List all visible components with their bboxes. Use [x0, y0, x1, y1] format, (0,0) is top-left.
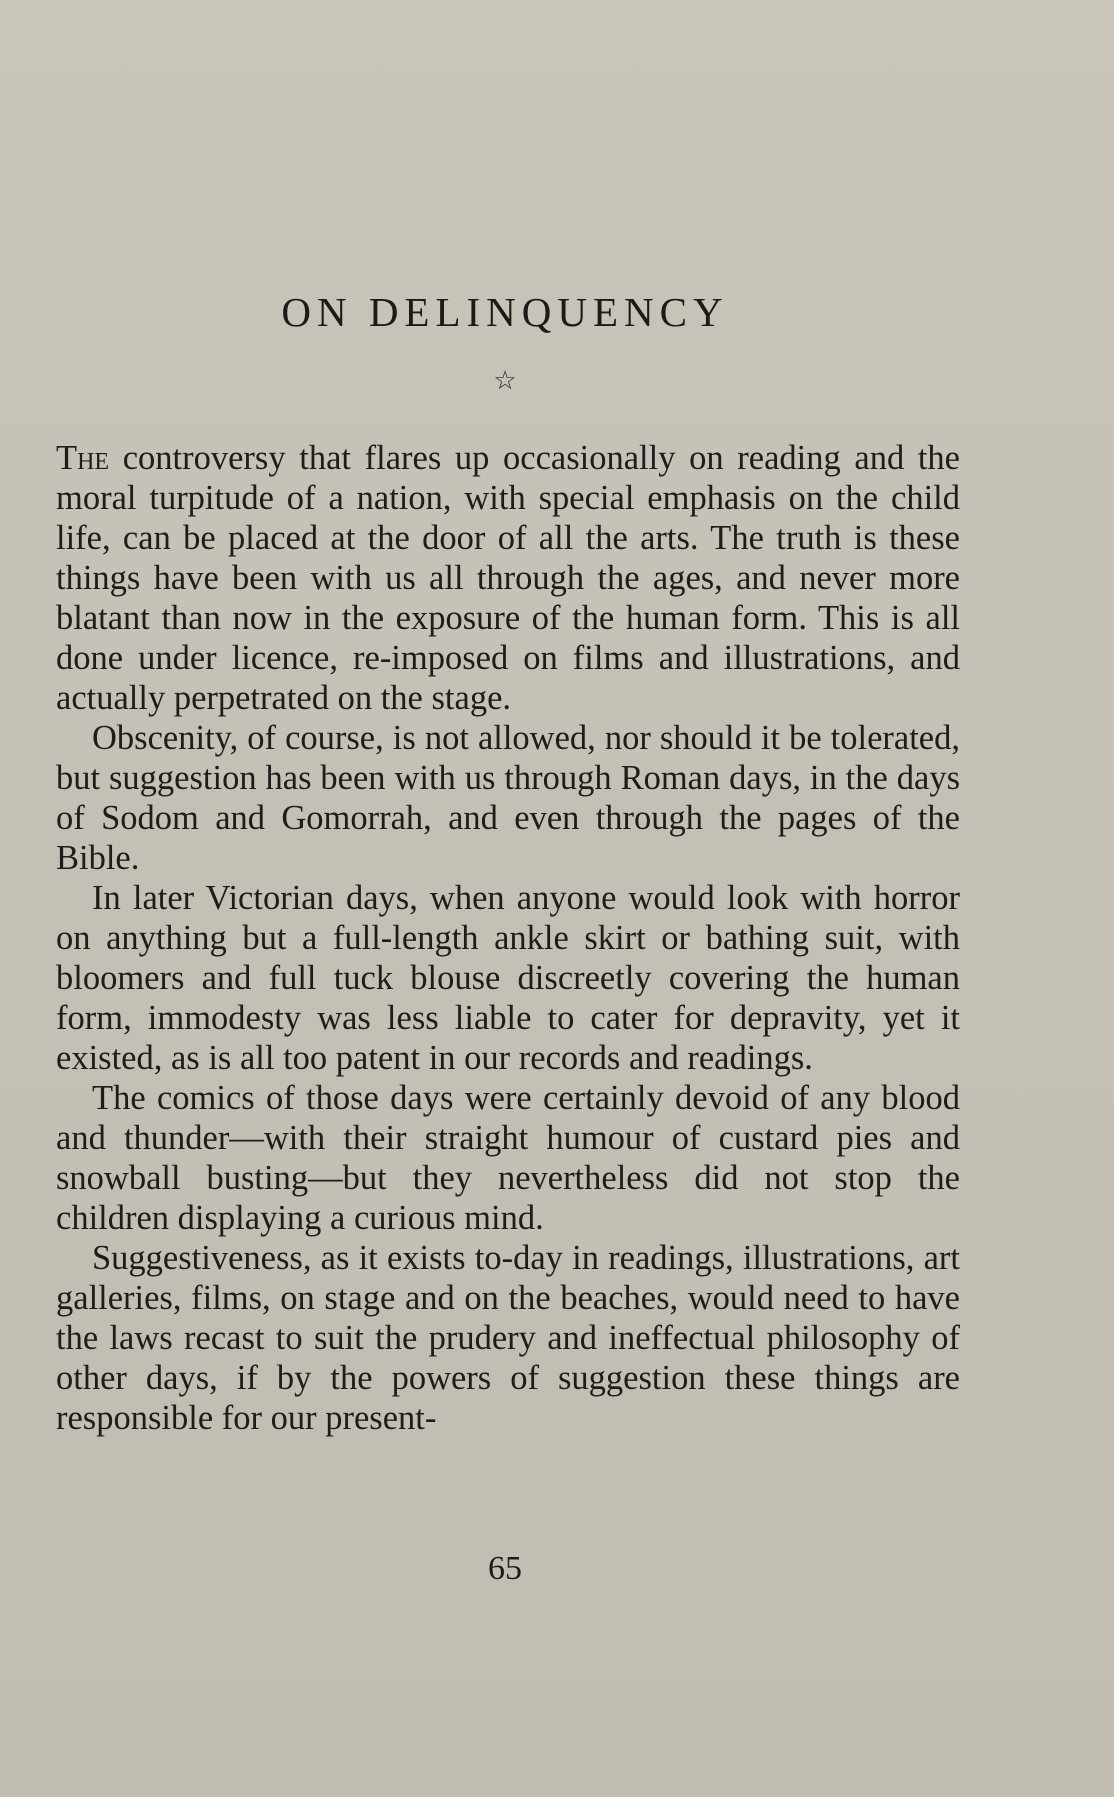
chapter-body [56, 438, 960, 1438]
paragraph-4: The comics of those days were certainly devoid of any blood and thunder—with their straight humour of custard pies and snowball busting—but they nevertheless did not stop the children displaying a curious mind. [56, 1079, 960, 1237]
paragraph-3: In later Victorian days, when anyone would look with horror on anything but a full-length ankle skirt or bathing suit, with bloomers and full tuck blouse discreetly covering the human form, immodesty was less liable to cater for depravity, yet it existed, as is all too patent in our records and readings. [56, 879, 960, 1077]
page-number: 65 [488, 1550, 522, 1587]
paragraph-5: Suggestiveness, as it exists to-day in readings, illustrations, art galleries, films, on stage and on the beaches, would need to have the laws recast to suit the prudery and ineffectual philosophy of other days, if by the powers of suggestion these things are responsible for our present- [56, 1239, 960, 1437]
paragraph-1-text: controversy that flares up occasionally on reading and the moral turpitude of a nation, with special emphasis on the child life, can be placed at the door of all the arts. The truth is these things have been with us all through the ages, and never more blatant than now in the exposure of the human form. This is all done under licence, re-imposed on films and illustrations, and actually perpetrated on the stage. [56, 439, 960, 717]
star-ornament-icon: ☆ [493, 366, 517, 395]
paragraph-1-lead: The [56, 439, 110, 477]
chapter-title: ON DELINQUENCY [281, 289, 729, 335]
paragraph-2: Obscenity, of course, is not allowed, nor should it be tolerated, but suggestion has been with us through Roman days, in the days of Sodom and Gomorrah, and even through the pages of the Bible. [56, 719, 960, 877]
paragraph-1 [56, 438, 960, 718]
